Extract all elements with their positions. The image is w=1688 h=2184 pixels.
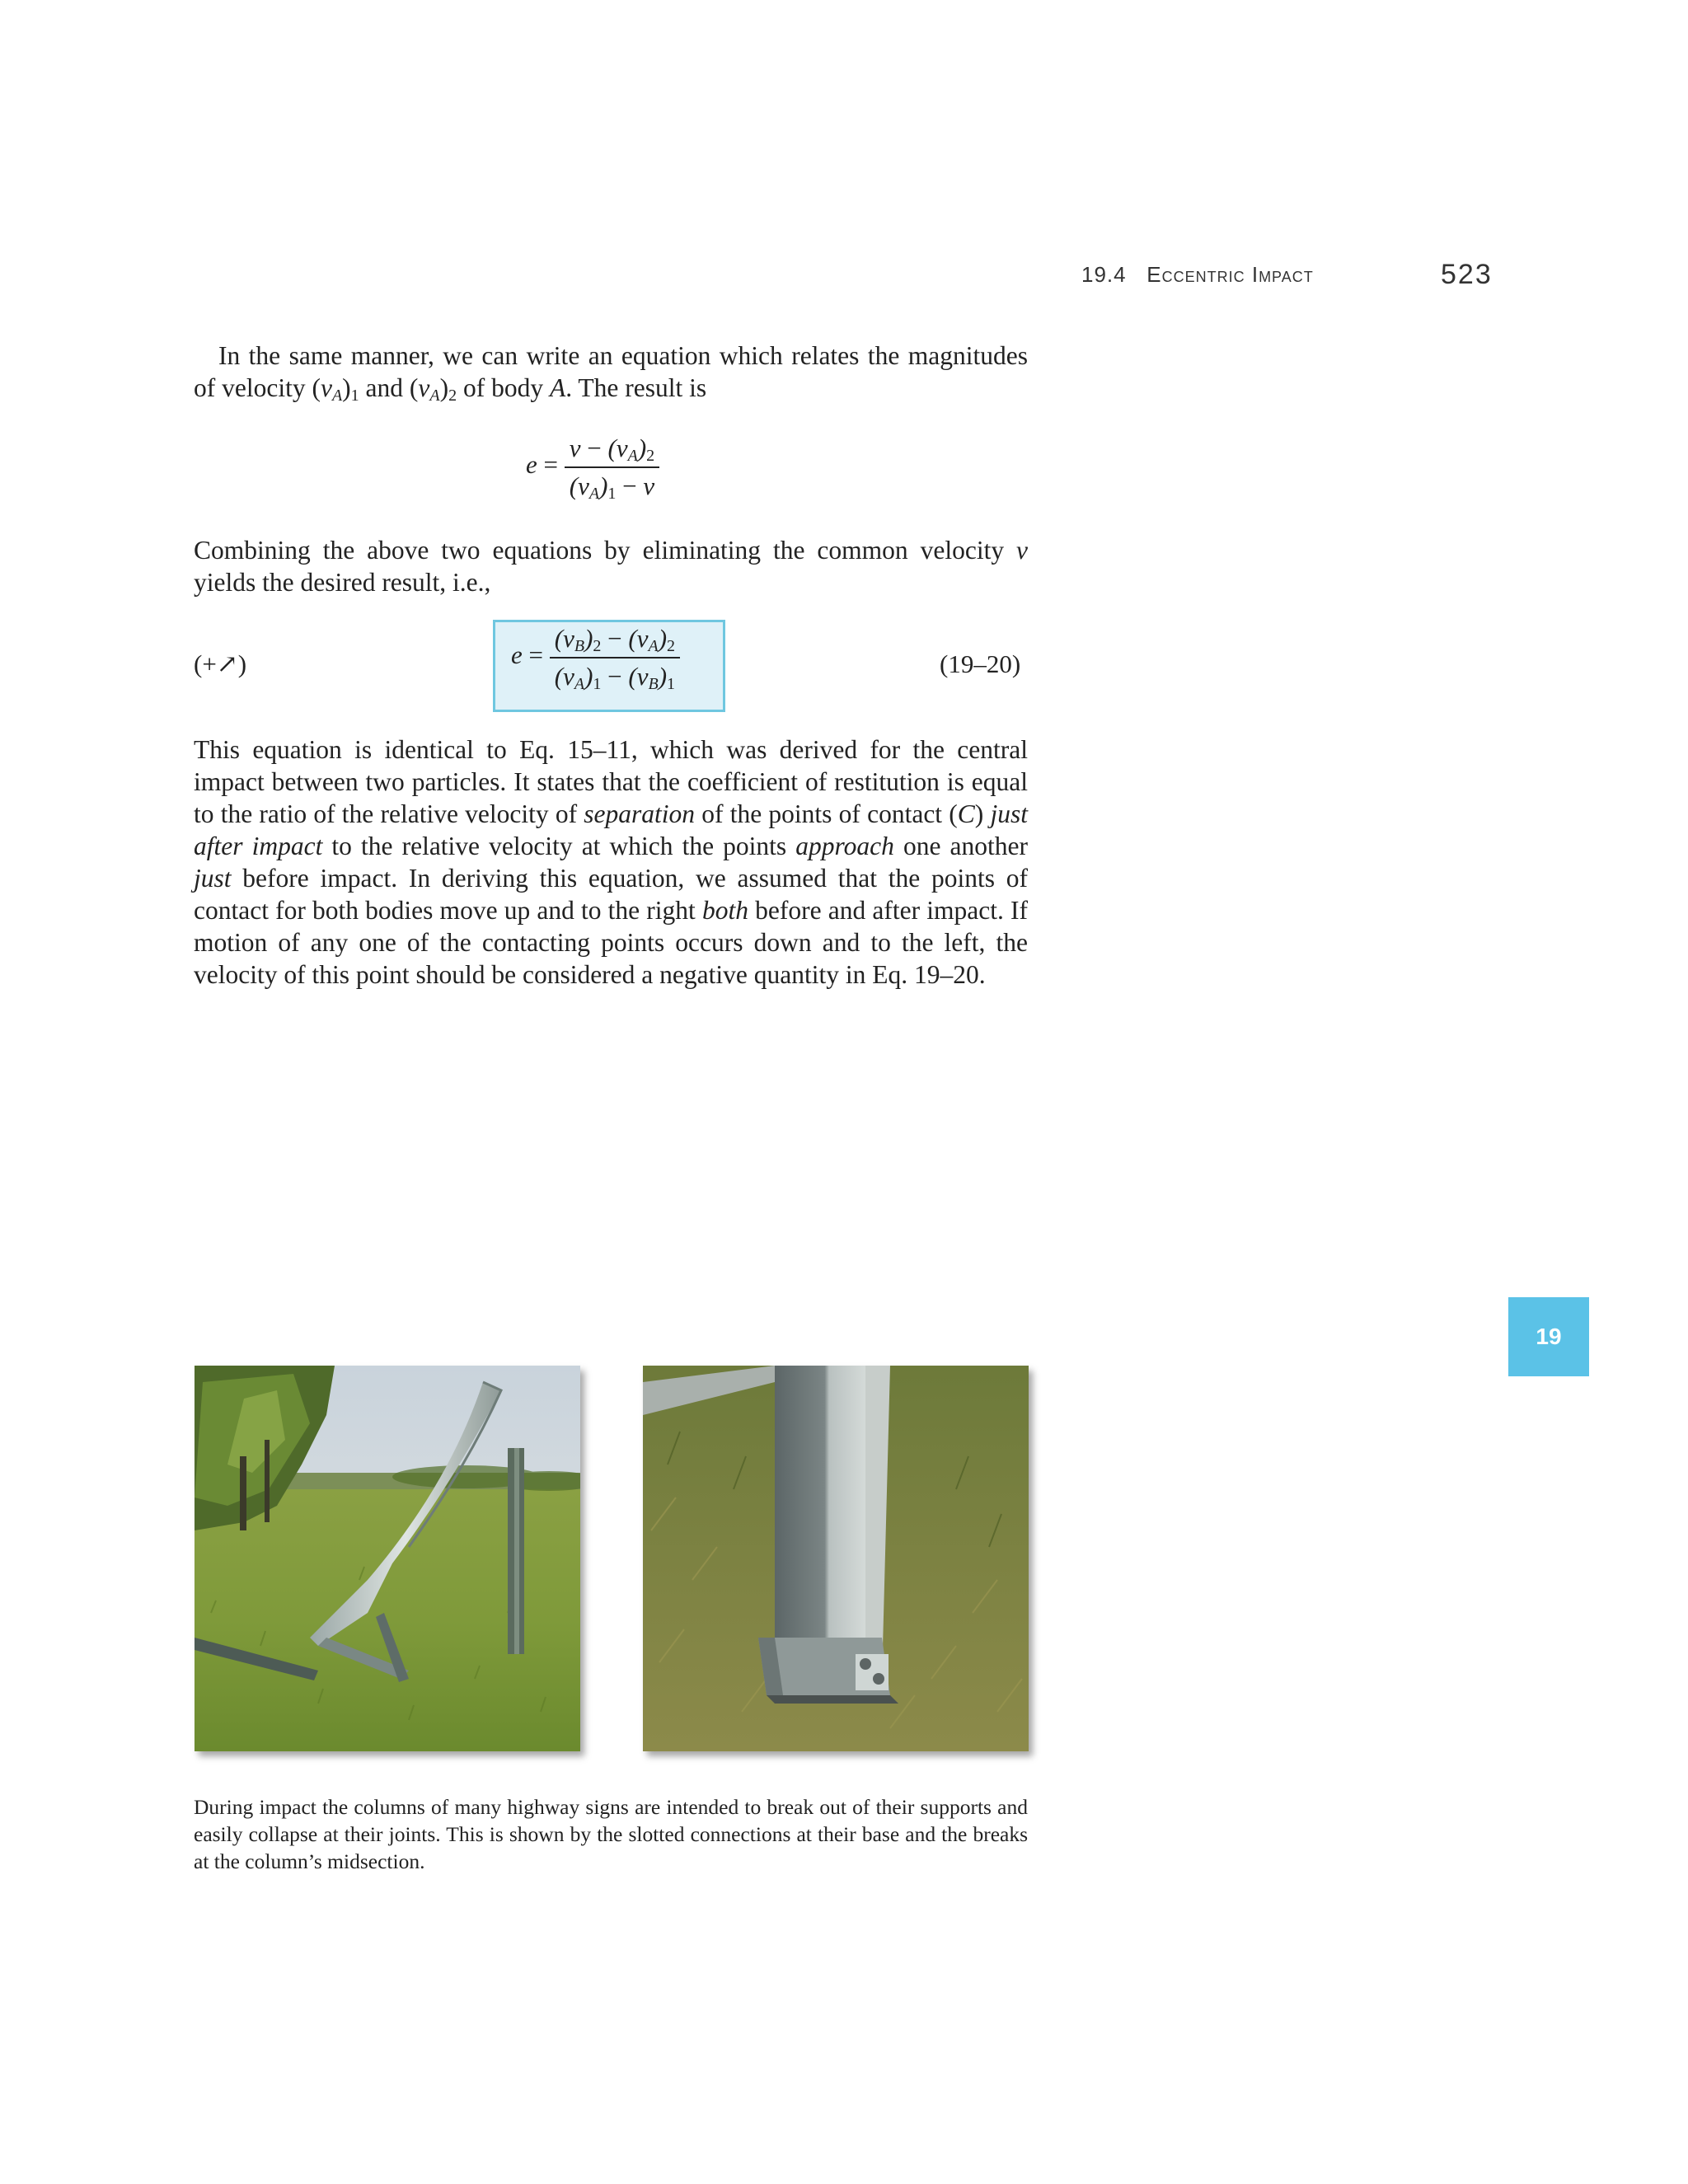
chapter-tab: 19 [1508, 1297, 1589, 1376]
text-run: to the relative velocity at which the points [322, 832, 796, 860]
photo-slotted-base [643, 1366, 1029, 1751]
emphasis: approach [795, 832, 894, 860]
text-run: ) [974, 799, 991, 828]
section-number: 19.4 [1081, 262, 1127, 287]
paragraph-2 [194, 534, 1028, 598]
text-run: In the same manner, we can write an equation which relates the magnitudes of velocity [194, 341, 1028, 402]
text-run: This equation is identical to Eq. 15–11, which was derived for the central impact between two particles. It states that the coefficient of restitution is equal to the ratio of the relative velocity of [194, 735, 1028, 828]
math-vA2: $(v_A)_2$ [409, 373, 457, 405]
equation-19-20 [511, 624, 680, 691]
emphasis: separation [584, 799, 696, 828]
figure-caption: During impact the columns of many highway signs are intended to break out of their supports and easily collapse at their joints. This is shown by the slotted connections at their base and the breaks at the column’s midsection. [194, 1795, 1028, 1873]
eq2-fraction [550, 624, 680, 691]
eq1-denominator: $(v_A)_1 - v$ [569, 471, 655, 503]
eq2-lhs: e = [511, 640, 543, 670]
paragraph-3 [194, 733, 1028, 991]
equation-number: (19–20) [940, 649, 1021, 678]
text-run: before impact. In deriving this equation, we assumed that the points of contact for both bodies move up and to the right [194, 864, 1028, 925]
math-vA1: $(v_A)_1$ [312, 373, 359, 405]
emphasis: both [701, 896, 748, 925]
text-run: Combining the above two equations by eliminating the common velocity [194, 536, 1017, 565]
emphasis: just after impact [194, 799, 1029, 860]
eq2-denominator: $(v_A)_1 - (v_B)_1$ [554, 662, 676, 693]
photo-collapsed-sign [195, 1366, 580, 1751]
math-v: v [1016, 536, 1028, 565]
text-run: of body [457, 373, 550, 402]
eq1-lhs: e = [526, 450, 558, 480]
math-C: C [957, 799, 975, 828]
sign-convention: (+↗) [194, 649, 247, 678]
eq2-numerator: $(v_B)_2 - (v_A)_2$ [550, 624, 680, 658]
text-run: before and after impact. If motion of any one of the contacting points occurs down and to the left, the velocity of this point should be considered a negative quantity in Eq. 19–20. [194, 896, 1028, 989]
text-run: of the points of contact ( [695, 799, 958, 828]
text-run: and [359, 373, 410, 402]
page-number: 523 [1441, 259, 1493, 290]
text-run: . The result is [565, 373, 707, 402]
eq1-numerator: $v - (v_A)_2$ [565, 434, 659, 468]
section-title: Eccentric Impact [1146, 262, 1314, 287]
emphasis: just [194, 864, 232, 893]
running-head [1081, 262, 1314, 288]
eq1-fraction [565, 434, 659, 501]
equation-1 [526, 434, 659, 501]
text-run: yields the desired result, i.e., [194, 568, 491, 597]
paragraph-1 [194, 340, 1028, 404]
math-A: A [549, 373, 566, 402]
text-run: one another [893, 832, 1029, 860]
